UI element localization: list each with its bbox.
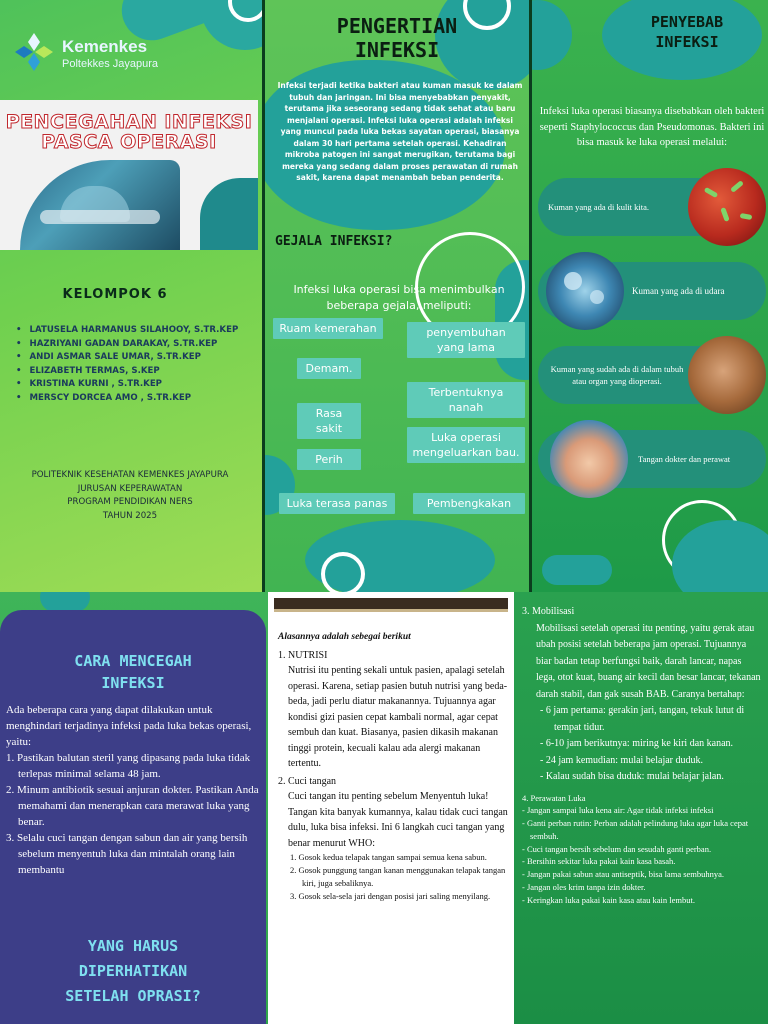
wound-care-item: - Jangan oles krim tanpa izin dokter.: [522, 882, 646, 893]
prevention-panel: [0, 592, 268, 1024]
cover-banner: [0, 100, 258, 250]
causes-title-line: INFEKSI: [655, 33, 719, 51]
handwash-text: Cuci tangan itu penting sebelum Menyentuh luka! Tangan kita banyak kumannya, kalau tidak cuci tangan dulu, luka bisa infeksi. Ini 6 langkah cuci tangan yang benar menurut WHO:: [288, 791, 508, 849]
prevention-step: 3. Selalu cuci tangan dengan sabun dan air yang bersih sebelum menyentuh luka dan mintalah orang lain membantu: [6, 832, 248, 876]
virus-image: [546, 252, 624, 330]
prevention-steps: [6, 750, 262, 878]
attention-title-line: SETELAH OPRASI?: [65, 987, 201, 1005]
care-content-1: [278, 630, 508, 903]
symptom-box: penyembuhan yang lama: [407, 322, 525, 358]
decor-blob: [542, 555, 612, 585]
causes-title: [612, 12, 762, 52]
attention-title-line: DIPERHATIKAN: [78, 962, 188, 980]
cover-title-line: PASCA OPERASI: [41, 131, 217, 153]
handwash-steps: [290, 851, 508, 903]
wound-care-item: - Jangan pakai sabun atau antiseptik, bisa lama sembuhnya.: [522, 869, 725, 880]
cause-item: [538, 252, 766, 330]
cause-item: [538, 168, 766, 246]
cover-accent: [200, 178, 258, 250]
prevention-step: 1. Pastikan balutan steril yang dipasang pada luka tidak terlepas minimal selama 48 jam.: [6, 752, 251, 780]
care-panel-2: [514, 592, 768, 1024]
symptom-box: Luka operasi mengeluarkan bau.: [407, 427, 525, 463]
member-item: • ELIZABETH TERMAS, S.KEP: [16, 365, 238, 379]
causes-text: Infeksi luka operasi biasanya disebabkan oleh bakteri seperti Staphylococcus dan Pseudomonas. Bakteri ini bisa masuk ke luka operasi melalui:: [539, 106, 765, 148]
tissue-image: [688, 336, 766, 414]
symptoms-title: GEJALA INFEKSI?: [275, 234, 393, 249]
surgery-photo: [20, 160, 180, 250]
wound-care-item: - Jangan sampai luka kena air: Agar tidak infeksi infeksi: [522, 805, 714, 816]
prevention-body: [6, 702, 262, 878]
handwash-title: 2. Cuci tangan: [278, 775, 337, 787]
member-item: • ANDI ASMAR SALE UMAR, S.TR.KEP: [16, 351, 238, 365]
cause-label: Tangan dokter dan perawat: [638, 454, 731, 464]
institution-line: POLITEKNIK KESEHATAN KEMENKES JAYAPURA: [31, 470, 229, 480]
mobilization-text: Mobilisasi setelah operasi itu penting, yaitu gerak atau ubah posisi setelah beberapa jam operasi. Tujuannya biar badan tetap berfungsi baik, darah lancar, napas lega, otot kuat, buang air kecil dan besar lancar, tekanan darah stabil, dan gak susah BAB. Caranya bertahap:: [536, 622, 761, 700]
care-content-2: [522, 604, 762, 907]
cause-item: [538, 336, 766, 414]
symptom-box: Demam.: [297, 358, 361, 379]
wound-care-item: - Keringkan luka pakai kain kasa atau kain lembut.: [522, 894, 696, 905]
wound-care-title: 4. Perawatan Luka: [522, 792, 586, 803]
cause-label: Kuman yang ada di udara: [632, 286, 725, 296]
brand-subtitle: Poltekkes Jayapura: [62, 58, 158, 70]
bacteria-image: [688, 168, 766, 246]
symptoms-intro: Infeksi luka operasi bisa menimbulkan beberapa gejala, meliputi:: [293, 283, 505, 312]
member-item: • MERSCY DORCEA AMO , S.TR.KEP: [16, 392, 238, 406]
definition-title-line: INFEKSI: [354, 38, 440, 62]
institution-line: JURUSAN KEPERAWATAN: [77, 483, 183, 494]
decor-blob: [40, 592, 90, 612]
prevention-title-line: CARA MENCEGAH: [74, 652, 192, 670]
mobilization-step: - Kalau sudah bisa duduk: mulai belajar jalan.: [540, 771, 724, 782]
care-panel-1: [268, 592, 514, 1024]
cause-label: Kuman yang ada di kulit kita.: [548, 202, 650, 212]
wound-care-item: - Ganti perban rutin: Perban adalah pelindung luka agar luka cepat sembuh.: [522, 818, 749, 841]
member-item: • HAZRIYANI GADAN DARAKAY, S.TR.KEP: [16, 338, 238, 352]
definition-panel: [262, 0, 532, 592]
definition-title-line: PENGERTIAN: [336, 14, 458, 38]
cover-title-line: PENCEGAHAN INFEKSI: [5, 111, 253, 133]
prevention-intro: Ada beberapa cara yang dapat dilakukan untuk menghindari terjadinya infeksi pada luka bekas operasi, yaitu:: [6, 704, 252, 748]
cause-label: Kuman yang sudah ada di dalam tubuh atau organ yang dioperasi.: [550, 364, 684, 386]
kemenkes-logo-icon: [12, 30, 56, 74]
decor-blob: [532, 0, 572, 70]
causes-title-line: PENYEBAB: [650, 13, 724, 31]
handwash-step: 3. Gosok sela-sela jari dengan posisi jari saling menyilang.: [290, 891, 491, 901]
cause-item: [538, 420, 766, 498]
symptom-box: Terbentuknya nanah: [407, 382, 525, 418]
causes-panel: [532, 0, 768, 592]
symptom-box: Ruam kemerahan: [273, 318, 383, 339]
wound-care-item: - Cuci tangan bersih sebelum dan sesudah ganti perban.: [522, 843, 712, 854]
handwash-step: 1. Gosok kedua telapak tangan sampai semua kena sabun.: [290, 852, 487, 862]
mobilization-step: - 24 jam kemudian: mulai belajar duduk.: [540, 754, 704, 766]
handwash-step: 2. Gosok punggung tangan kanan menggunakan telapak tangan kiri, juga sebaliknya.: [290, 865, 506, 888]
member-list: [16, 324, 238, 405]
member-item: • LATUSELA HARMANUS SILAHOOY, S.TR.KEP: [16, 324, 238, 338]
cover-title: [0, 112, 258, 152]
definition-title: [265, 14, 529, 62]
prevention-title: [0, 650, 266, 694]
reasons-lead: Alasannya adalah sebegai berikut: [278, 632, 411, 642]
institution-line: TAHUN 2025: [102, 510, 158, 521]
attention-title: [0, 934, 266, 1009]
decor-ring: [321, 552, 365, 592]
nutrition-text: Nutrisi itu penting sekali untuk pasien, apalagi setelah operasi. Karena, setiap pasien butuh nutrisi yang beda-beda, jadi perlu diatur makanannya. Tujuannya agar kondisi gizi pasien cepat kambali normal, agar cepat sembuh dan kuat. Biasanya, pasien dikasih makanan tinggi protein, kecuali kalau ada alergi makanan tertentu.: [288, 665, 508, 769]
member-item: • KRISTINA KURNI , S.TR.KEP: [16, 378, 238, 392]
institution-line: PROGRAM PENDIDIKAN NERS: [67, 497, 193, 507]
mobilization-title: 3. Mobilisasi: [522, 606, 575, 617]
mobilization-step: - 6 jam pertama: gerakin jari, tangan, tekuk lutut di tempat tidur.: [540, 705, 745, 733]
prevention-title-line: INFEKSI: [101, 674, 165, 692]
symptom-box: Rasa sakit: [297, 403, 361, 439]
nutrition-title: 1. NUTRISI: [278, 649, 328, 661]
symptom-box: Pembengkakan: [413, 493, 525, 514]
definition-text: Infeksi terjadi ketika bakteri atau kuman masuk ke dalam tubuh dan jaringan. Ini bisa menyebabkan penyakit, terutama jika seseorang sedang tidak sehat atau baru menjalani operasi. Infeksi luka operasi adalah infeksi yang muncul pada luka bekas sayatan operasi, biasanya dalam 30 hari pertama setelah operasi. Kehadiran mikroba patogen ini sangat merugikan, terutama bagi mereka yang sedang dalam proses perawatan di rumah sakit, karena dapat menambah beban penderita.: [277, 81, 523, 182]
wound-care-block: [522, 792, 762, 907]
mobilization-step: - 6-10 jam berikutnya: miring ke kiri dan kanan.: [540, 738, 734, 749]
decor-strip: [274, 598, 508, 612]
brand-block: [62, 37, 158, 70]
prevention-step: 2. Minum antibiotik sesuai anjuran dokter. Pastikan Anda memahami dan menerapkan cara merawat luka yang benar.: [6, 784, 259, 828]
attention-title-line: YANG HARUS: [87, 937, 179, 955]
group-title: KELOMPOK 6: [62, 287, 168, 302]
wound-care-item: - Bersihin sekitar luka pakai kain kasa basah.: [522, 856, 676, 867]
symptom-box: Luka terasa panas: [279, 493, 395, 514]
symptom-box: Perih: [297, 449, 361, 470]
institution-block: [0, 469, 260, 523]
cover-panel: [0, 0, 262, 592]
hands-image: [550, 420, 628, 498]
brand-name: Kemenkes: [62, 37, 148, 56]
